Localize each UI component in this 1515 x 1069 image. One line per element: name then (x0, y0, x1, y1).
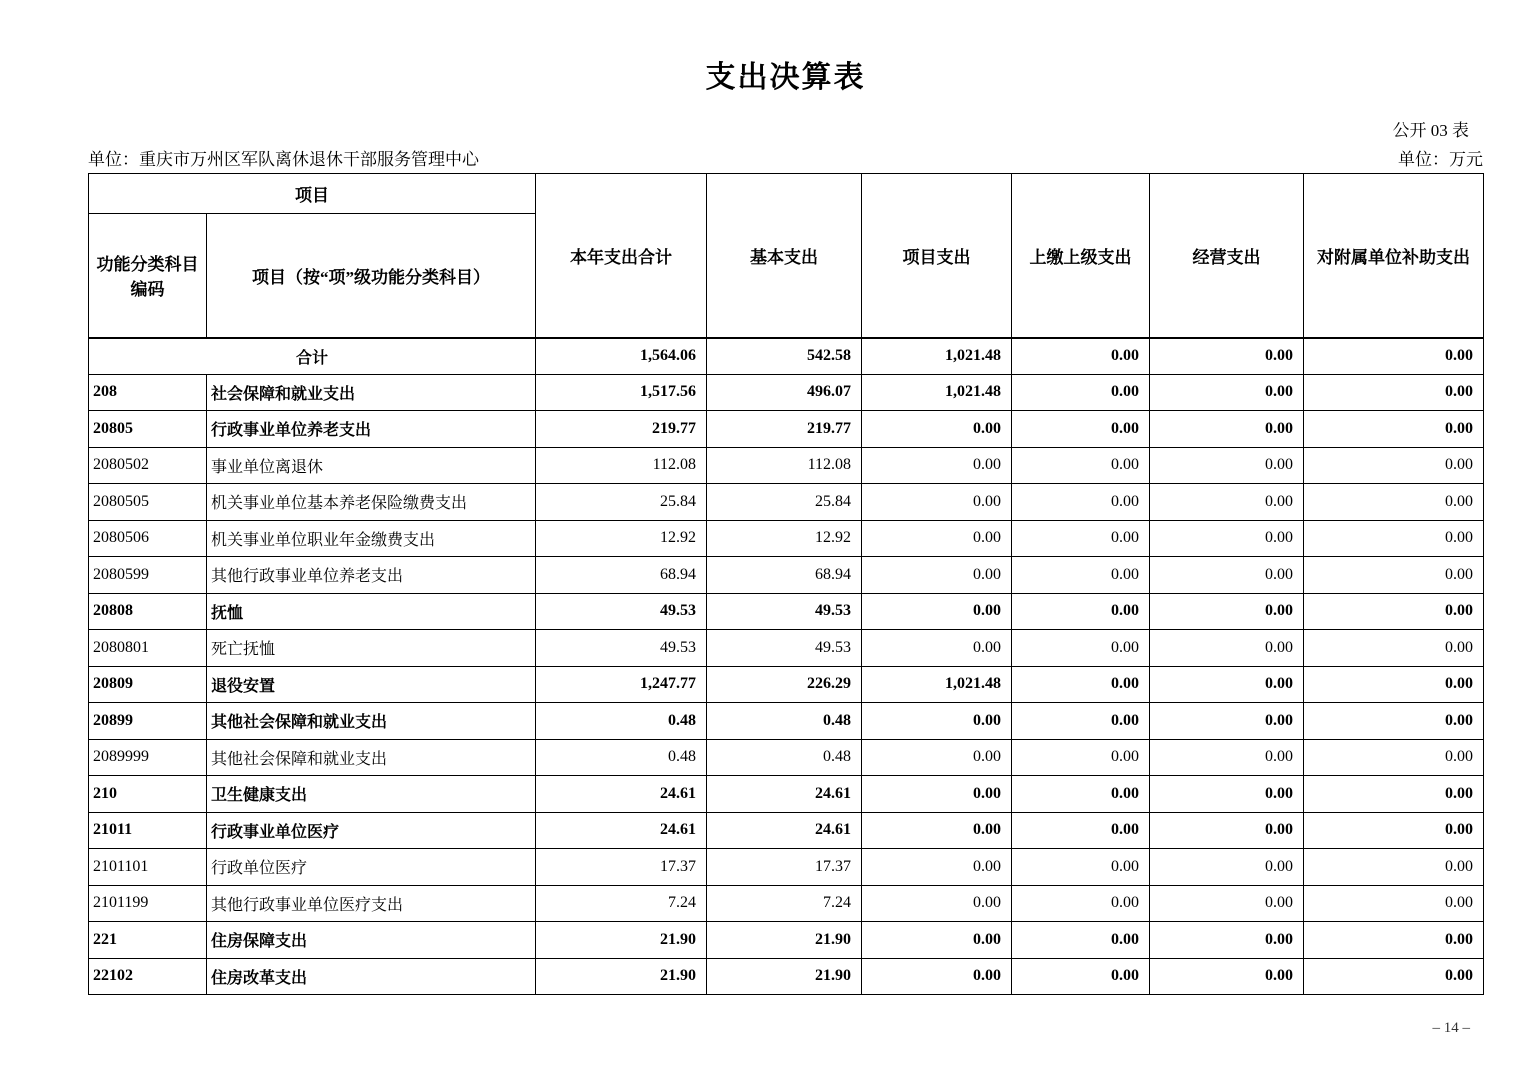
table-body (89, 338, 1484, 995)
row-item-cell: 退役安置 (207, 666, 536, 703)
row-value-cell: 0.00 (1150, 484, 1304, 521)
row-value-cell: 0.00 (1304, 958, 1484, 995)
row-value-cell: 49.53 (536, 630, 707, 667)
row-value-cell: 0.00 (1304, 703, 1484, 740)
header-col-basic-expenditure: 基本支出 (707, 174, 862, 338)
total-row (89, 338, 1484, 375)
row-item-cell: 其他社会保障和就业支出 (207, 739, 536, 776)
row-value-cell: 0.00 (1150, 776, 1304, 813)
row-value-cell: 7.24 (536, 885, 707, 922)
row-code-cell: 20805 (89, 411, 207, 448)
row-value-cell: 0.00 (1012, 411, 1150, 448)
row-value-cell: 0.00 (1012, 849, 1150, 886)
row-value-cell: 0.00 (1304, 593, 1484, 630)
row-item-cell: 行政事业单位医疗 (207, 812, 536, 849)
row-value-cell: 24.61 (536, 812, 707, 849)
row-code-cell: 2080801 (89, 630, 207, 667)
row-value-cell: 0.00 (862, 411, 1012, 448)
row-value-cell: 68.94 (707, 557, 862, 594)
row-value-cell: 0.00 (1150, 666, 1304, 703)
row-item-cell: 其他社会保障和就业支出 (207, 703, 536, 740)
row-value-cell: 17.37 (707, 849, 862, 886)
header-col-upturned-expenditure: 上缴上级支出 (1012, 174, 1150, 338)
row-value-cell: 0.00 (1150, 922, 1304, 959)
table-row (89, 812, 1484, 849)
table-row (89, 520, 1484, 557)
header-col-function-code-line2: 编码 (130, 280, 165, 300)
row-value-cell: 0.00 (862, 593, 1012, 630)
row-code-cell: 2101101 (89, 849, 207, 886)
row-value-cell: 1,021.48 (862, 666, 1012, 703)
row-value-cell: 0.00 (862, 557, 1012, 594)
table-row (89, 922, 1484, 959)
row-value-cell: 0.00 (862, 703, 1012, 740)
table-row (89, 703, 1484, 740)
meta-row (88, 145, 1483, 170)
org-unit-label: 单位：重庆市万州区军队离休退休干部服务管理中心 (88, 150, 479, 169)
expenditure-table (88, 173, 1484, 995)
row-value-cell: 0.00 (1150, 630, 1304, 667)
row-value-cell: 0.00 (862, 520, 1012, 557)
row-value-cell: 0.00 (862, 812, 1012, 849)
row-value-cell: 0.00 (862, 739, 1012, 776)
row-value-cell: 112.08 (707, 447, 862, 484)
row-item-cell: 卫生健康支出 (207, 776, 536, 813)
row-value-cell: 0.00 (1150, 885, 1304, 922)
table-row (89, 776, 1484, 813)
row-value-cell: 12.92 (707, 520, 862, 557)
row-item-cell: 死亡抚恤 (207, 630, 536, 667)
row-item-cell: 机关事业单位职业年金缴费支出 (207, 520, 536, 557)
document-sheet (88, 0, 1483, 995)
row-code-cell: 22102 (89, 958, 207, 995)
page-title: 支出决算表 (705, 61, 866, 94)
table-row (89, 557, 1484, 594)
row-item-cell: 社会保障和就业支出 (207, 374, 536, 411)
row-value-cell: 0.00 (1012, 958, 1150, 995)
page-number: – 14 – (1432, 1020, 1470, 1036)
row-value-cell: 49.53 (707, 630, 862, 667)
row-value-cell: 0.00 (1304, 557, 1484, 594)
row-value-cell: 219.77 (707, 411, 862, 448)
total-value-cell: 1,021.48 (862, 338, 1012, 375)
row-value-cell: 1,517.56 (536, 374, 707, 411)
table-code-label: 公开 03 表 (1392, 121, 1469, 140)
row-value-cell: 0.00 (1012, 484, 1150, 521)
row-value-cell: 0.00 (1304, 447, 1484, 484)
row-item-cell: 住房保障支出 (207, 922, 536, 959)
row-value-cell: 7.24 (707, 885, 862, 922)
row-code-cell: 2080506 (89, 520, 207, 557)
row-code-cell: 20809 (89, 666, 207, 703)
row-item-cell: 抚恤 (207, 593, 536, 630)
row-value-cell: 0.00 (1012, 520, 1150, 557)
row-value-cell: 112.08 (536, 447, 707, 484)
row-item-cell: 事业单位离退休 (207, 447, 536, 484)
total-value-cell: 0.00 (1012, 338, 1150, 375)
row-value-cell: 0.00 (1150, 849, 1304, 886)
row-value-cell: 0.00 (1012, 922, 1150, 959)
row-value-cell: 0.00 (1150, 812, 1304, 849)
row-value-cell: 0.00 (1012, 885, 1150, 922)
row-value-cell: 0.00 (1304, 776, 1484, 813)
row-value-cell: 0.00 (862, 922, 1012, 959)
row-code-cell: 2080599 (89, 557, 207, 594)
row-value-cell: 24.61 (707, 776, 862, 813)
table-row (89, 849, 1484, 886)
header-col-operating-expenditure: 经营支出 (1150, 174, 1304, 338)
row-code-cell: 21011 (89, 812, 207, 849)
row-code-cell: 221 (89, 922, 207, 959)
row-value-cell: 17.37 (536, 849, 707, 886)
row-value-cell: 25.84 (707, 484, 862, 521)
row-item-cell: 行政事业单位养老支出 (207, 411, 536, 448)
row-value-cell: 0.00 (1304, 630, 1484, 667)
row-value-cell: 0.00 (1304, 520, 1484, 557)
row-value-cell: 68.94 (536, 557, 707, 594)
row-value-cell: 0.00 (1304, 812, 1484, 849)
row-value-cell: 0.00 (1012, 593, 1150, 630)
header-item-group: 项目 (89, 174, 536, 214)
row-value-cell: 0.00 (1150, 739, 1304, 776)
row-value-cell: 24.61 (536, 776, 707, 813)
row-code-cell: 2089999 (89, 739, 207, 776)
row-value-cell: 0.00 (1012, 557, 1150, 594)
row-value-cell: 21.90 (707, 922, 862, 959)
header-col-subsidy-expenditure: 对附属单位补助支出 (1304, 174, 1484, 338)
row-item-cell: 其他行政事业单位养老支出 (207, 557, 536, 594)
table-row (89, 447, 1484, 484)
row-item-cell: 行政单位医疗 (207, 849, 536, 886)
row-value-cell: 0.00 (1012, 374, 1150, 411)
row-value-cell: 0.00 (862, 849, 1012, 886)
row-value-cell: 0.00 (1304, 885, 1484, 922)
row-value-cell: 0.00 (1150, 557, 1304, 594)
total-value-cell: 1,564.06 (536, 338, 707, 375)
row-value-cell: 0.00 (862, 447, 1012, 484)
row-code-cell: 2080505 (89, 484, 207, 521)
row-value-cell: 0.00 (1150, 593, 1304, 630)
row-code-cell: 20808 (89, 593, 207, 630)
row-value-cell: 0.48 (536, 739, 707, 776)
row-value-cell: 0.00 (1012, 812, 1150, 849)
row-value-cell: 1,021.48 (862, 374, 1012, 411)
row-code-cell: 20899 (89, 703, 207, 740)
currency-unit-label: 单位：万元 (1398, 150, 1483, 169)
table-row (89, 593, 1484, 630)
table-row (89, 484, 1484, 521)
row-value-cell: 0.00 (1012, 447, 1150, 484)
header-row-group (89, 174, 1484, 214)
row-value-cell: 219.77 (536, 411, 707, 448)
row-value-cell: 0.00 (1304, 922, 1484, 959)
row-value-cell: 0.00 (1304, 374, 1484, 411)
row-code-cell: 208 (89, 374, 207, 411)
row-value-cell: 21.90 (536, 922, 707, 959)
table-row (89, 374, 1484, 411)
header-col-item-name: 项目（按“项”级功能分类科目） (207, 214, 536, 338)
row-item-cell: 机关事业单位基本养老保险缴费支出 (207, 484, 536, 521)
header-col-project-expenditure: 项目支出 (862, 174, 1012, 338)
row-value-cell: 0.00 (862, 885, 1012, 922)
row-value-cell: 0.00 (1012, 666, 1150, 703)
row-value-cell: 21.90 (707, 958, 862, 995)
row-value-cell: 25.84 (536, 484, 707, 521)
table-row (89, 411, 1484, 448)
row-value-cell: 0.48 (536, 703, 707, 740)
row-value-cell: 0.00 (1304, 411, 1484, 448)
row-value-cell: 0.00 (1150, 411, 1304, 448)
row-value-cell: 0.00 (1012, 739, 1150, 776)
row-value-cell: 0.00 (1304, 484, 1484, 521)
row-value-cell: 0.00 (1150, 447, 1304, 484)
row-value-cell: 0.00 (862, 630, 1012, 667)
row-value-cell: 21.90 (536, 958, 707, 995)
row-item-cell: 其他行政事业单位医疗支出 (207, 885, 536, 922)
row-value-cell: 0.00 (1304, 739, 1484, 776)
row-value-cell: 0.48 (707, 703, 862, 740)
header-col-function-code (89, 214, 207, 338)
row-value-cell: 0.00 (1012, 630, 1150, 667)
row-value-cell: 226.29 (707, 666, 862, 703)
row-value-cell: 0.00 (1150, 958, 1304, 995)
table-row (89, 666, 1484, 703)
row-value-cell: 0.48 (707, 739, 862, 776)
header-col-total-expenditure: 本年支出合计 (536, 174, 707, 338)
row-value-cell: 496.07 (707, 374, 862, 411)
row-value-cell: 49.53 (707, 593, 862, 630)
row-value-cell: 0.00 (1304, 849, 1484, 886)
row-value-cell: 49.53 (536, 593, 707, 630)
row-code-cell: 2080502 (89, 447, 207, 484)
table-row (89, 958, 1484, 995)
row-value-cell: 1,247.77 (536, 666, 707, 703)
row-value-cell: 0.00 (862, 776, 1012, 813)
total-value-cell: 542.58 (707, 338, 862, 375)
total-value-cell: 0.00 (1304, 338, 1484, 375)
row-value-cell: 0.00 (862, 484, 1012, 521)
row-value-cell: 0.00 (1150, 374, 1304, 411)
row-value-cell: 0.00 (1304, 666, 1484, 703)
row-value-cell: 0.00 (1150, 703, 1304, 740)
table-row (89, 739, 1484, 776)
row-value-cell: 0.00 (1150, 520, 1304, 557)
total-row-label: 合计 (89, 338, 536, 375)
row-value-cell: 24.61 (707, 812, 862, 849)
row-code-cell: 210 (89, 776, 207, 813)
row-value-cell: 0.00 (1012, 703, 1150, 740)
table-row (89, 630, 1484, 667)
total-value-cell: 0.00 (1150, 338, 1304, 375)
row-code-cell: 2101199 (89, 885, 207, 922)
row-value-cell: 12.92 (536, 520, 707, 557)
row-value-cell: 0.00 (1012, 776, 1150, 813)
table-row (89, 885, 1484, 922)
header-col-function-code-line1: 功能分类科目 (96, 255, 199, 275)
row-value-cell: 0.00 (862, 958, 1012, 995)
row-item-cell: 住房改革支出 (207, 958, 536, 995)
